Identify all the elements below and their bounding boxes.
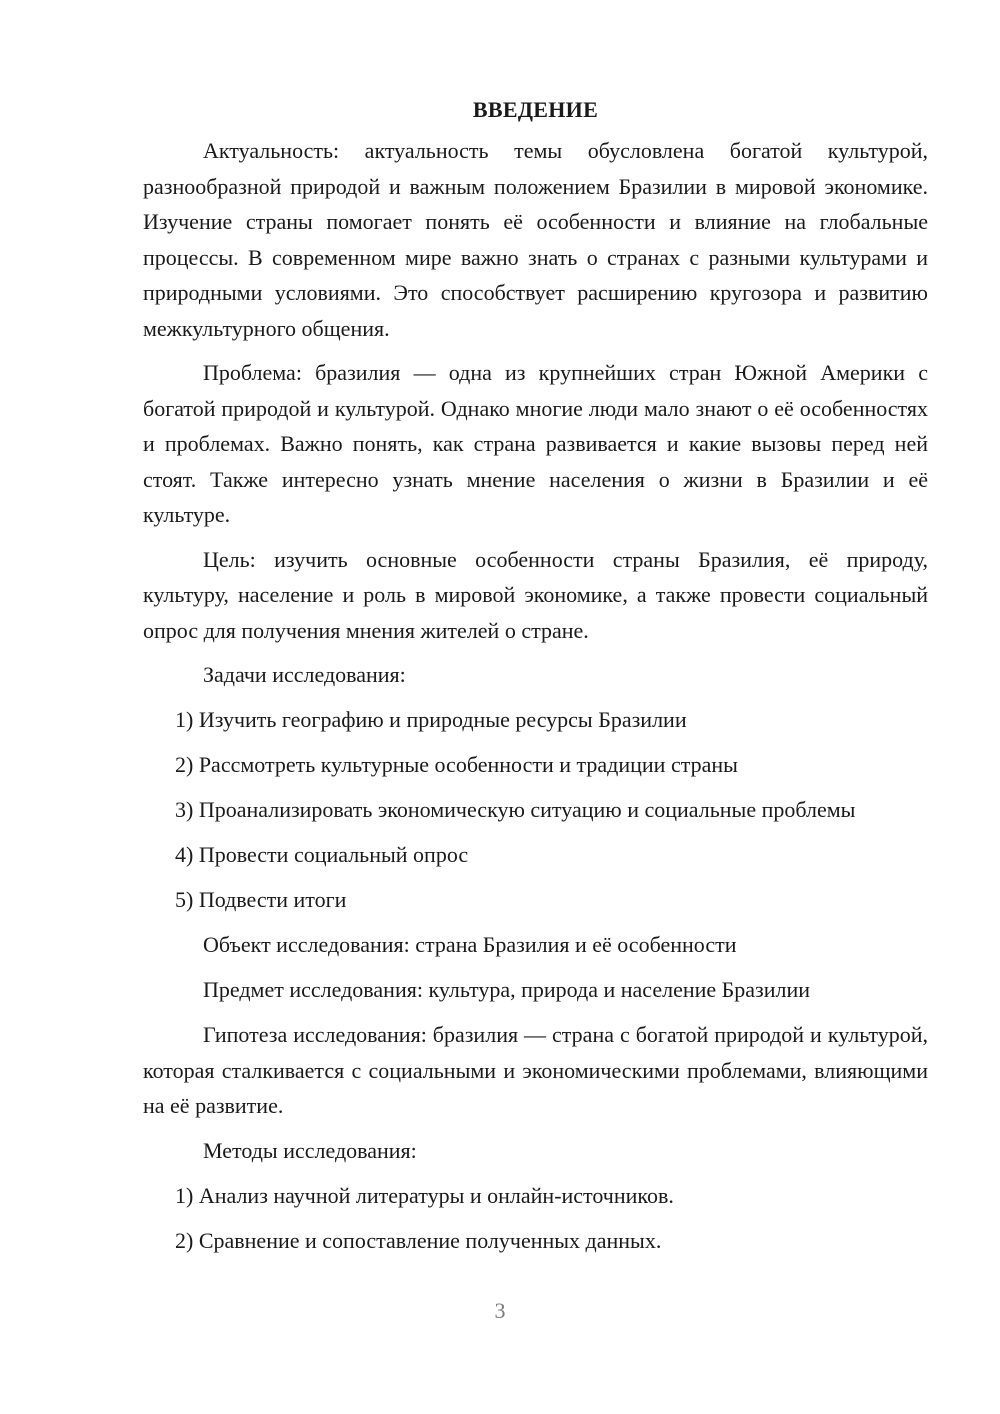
document-page <box>143 95 928 1268</box>
hypothesis-paragraph: Гипотеза исследования: бразилия — страна с богатой природой и культурой, которая сталкивается с социальными и экономическими проблемами, влияющими на её развитие. <box>143 1022 928 1118</box>
problem-paragraph: Проблема: бразилия — одна из крупнейших стран Южной Америки с богатой природой и культурой. Однако многие люди мало знают о её особенностях и проблемах. Важно понять, как страна развивается и какие вызовы перед ней стоят. Также интересно узнать мнение населения о жизни в Бразилии и её культуре. <box>143 360 928 527</box>
relevance-paragraph: Актуальность: актуальность темы обусловлена богатой культурой, разнообразной природой и важным положением Бразилии в мировой экономике. Изучение страны помогает понять её особенности и влияние на глобальные процессы. В современном мире важно знать о странах с разными культурами и природными условиями. Это способствует расширению кругозора и развитию межкультурного общения. <box>143 138 928 341</box>
task-item: 5) Подвести итоги <box>175 887 347 912</box>
page-number: 3 <box>494 1298 506 1323</box>
tasks-title: Задачи исследования: <box>203 662 406 687</box>
task-item: 3) Проанализировать экономическую ситуацию и социальные проблемы <box>175 797 856 822</box>
task-item: 1) Изучить географию и природные ресурсы Бразилии <box>175 707 687 732</box>
research-object: Объект исследования: страна Бразилия и её особенности <box>203 932 737 957</box>
methods-title: Методы исследования: <box>203 1137 417 1163</box>
method-item: 1) Анализ научной литературы и онлайн-источников. <box>175 1182 674 1208</box>
task-item: 4) Провести социальный опрос <box>175 842 469 867</box>
research-subject: Предмет исследования: культура, природа и население Бразилии <box>203 977 811 1002</box>
section-heading: ВВЕДЕНИЕ <box>472 97 599 122</box>
goal-paragraph: Цель: изучить основные особенности страны Бразилия, её природу, культуру, население и роль в мировой экономике, а также провести социальный опрос для получения мнения жителей о стране. <box>143 546 928 643</box>
task-item: 2) Рассмотреть культурные особенности и традиции страны <box>175 752 738 777</box>
method-item: 2) Сравнение и сопоставление полученных данных. <box>175 1227 662 1253</box>
